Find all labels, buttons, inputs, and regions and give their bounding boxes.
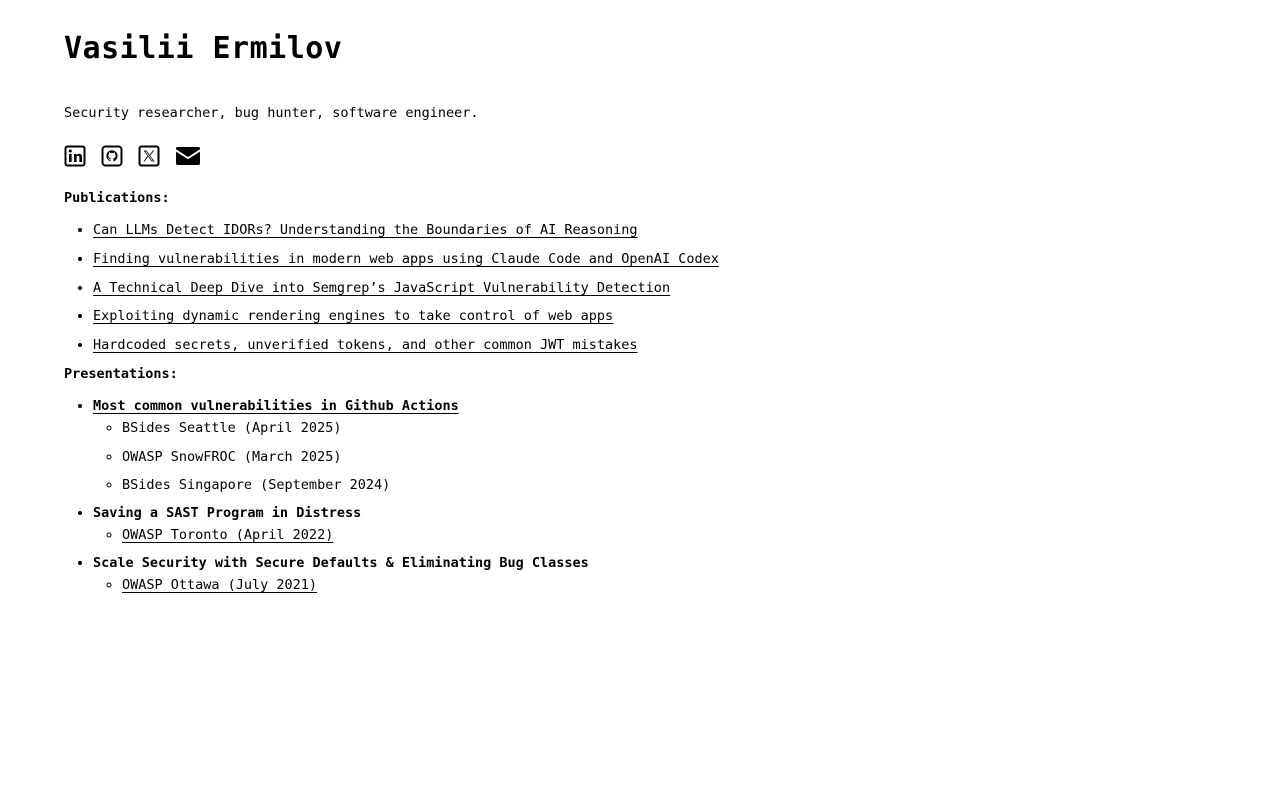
linkedin-icon	[64, 145, 86, 167]
events-list	[93, 576, 1216, 594]
list-item	[93, 397, 1216, 494]
page-title: Vasilii Ermilov	[64, 31, 343, 66]
event-item	[122, 526, 1216, 544]
publication-link[interactable]: A Technical Deep Dive into Semgrep’s JavaScript Vulnerability Detection	[93, 279, 671, 296]
event-item: ◦ BSides Singapore (September 2024)	[122, 476, 1216, 494]
github-icon	[101, 145, 123, 167]
publications-list	[64, 221, 1216, 354]
publication-link[interactable]: Finding vulnerabilities in modern web apps using Claude Code and OpenAI Codex	[93, 250, 719, 267]
presentation-link[interactable]: Most common vulnerabilities in Github Actions	[93, 397, 459, 414]
presentations-heading: Presentations:	[64, 365, 178, 382]
events-list	[93, 419, 1216, 494]
tagline: Security researcher, bug hunter, software engineer.	[64, 105, 479, 121]
list-item	[93, 221, 1216, 239]
envelope-icon	[175, 146, 201, 166]
presentation-title: Scale Security with Secure Defaults & Eliminating Bug Classes	[93, 555, 589, 572]
event-item: ◦ BSides Seattle (April 2025)	[122, 419, 1216, 437]
github-link[interactable]	[101, 145, 123, 167]
events-list	[93, 526, 1216, 544]
publication-link[interactable]: Can LLMs Detect IDORs? Understanding the Boundaries of AI Reasoning	[93, 222, 638, 238]
publication-link[interactable]: Hardcoded secrets, unverified tokens, and other common JWT mistakes	[93, 337, 638, 354]
list-item	[93, 250, 1216, 268]
list-item	[93, 279, 1216, 297]
list-item	[93, 336, 1216, 354]
publication-link[interactable]: Exploiting dynamic rendering engines to take control of web apps	[93, 308, 614, 325]
event-item	[122, 576, 1216, 594]
presentation-title: Saving a SAST Program in Distress	[93, 505, 362, 522]
presentations-list	[64, 397, 1216, 594]
linkedin-link[interactable]	[64, 145, 86, 167]
publications-heading: Publications:	[64, 190, 170, 206]
list-item	[93, 504, 1216, 544]
event-link[interactable]: OWASP Toronto (April 2022)	[122, 527, 334, 544]
x-link[interactable]	[138, 145, 160, 167]
social-links	[64, 143, 1216, 169]
event-link[interactable]: OWASP Ottawa (July 2021)	[122, 577, 318, 594]
email-link[interactable]	[175, 145, 201, 167]
event-item: ◦ OWASP SnowFROC (March 2025)	[122, 448, 1216, 466]
x-icon	[138, 145, 160, 167]
list-item	[93, 307, 1216, 325]
list-item	[93, 554, 1216, 594]
